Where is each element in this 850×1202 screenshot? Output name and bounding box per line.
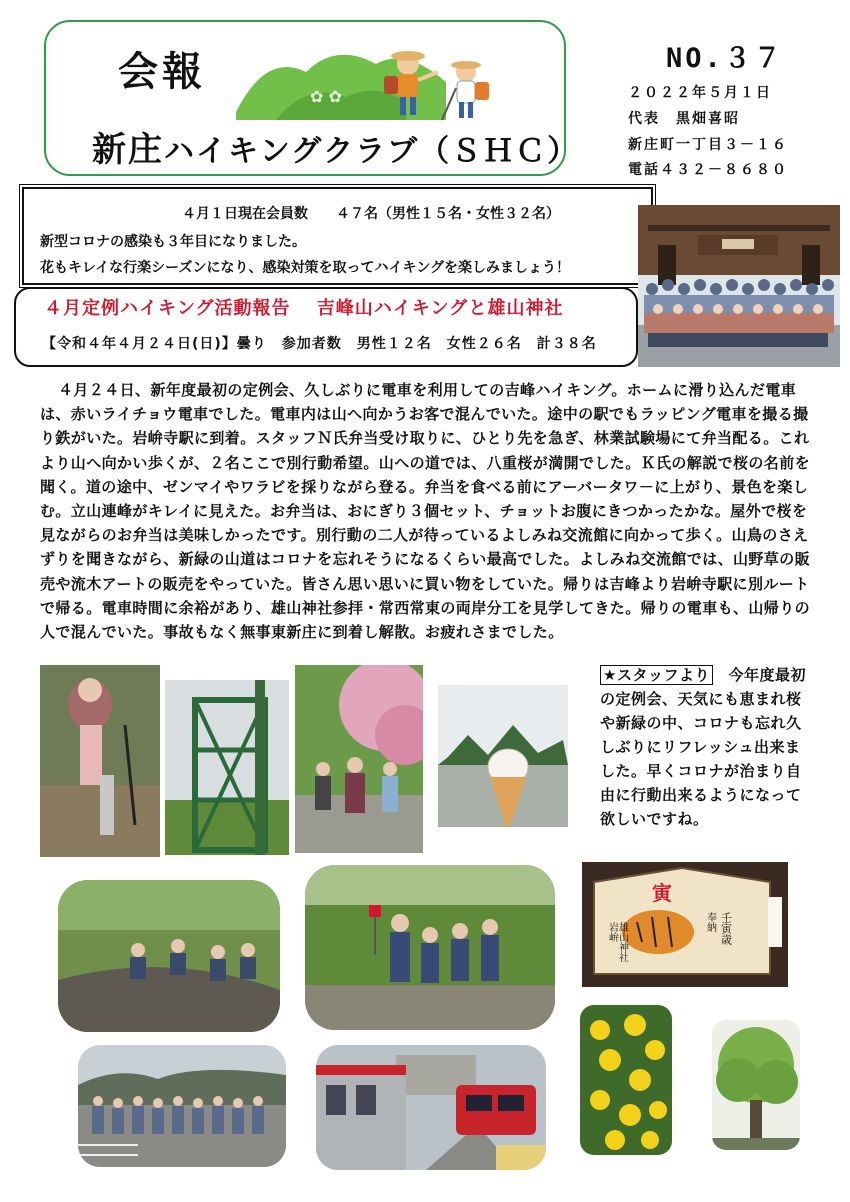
issue-number: NO.３７: [666, 43, 784, 74]
report-details: 【令和４年４月２４日(日)】曇り 参加者数 男性１２名 女性２６名 計３８名: [42, 336, 597, 352]
report-box: [14, 287, 638, 367]
notice-line-1: 新型コロナの感染も３年目になりました。: [40, 234, 306, 250]
ema-text-3: 奉納: [704, 912, 716, 932]
report-title: ４月定例ハイキング活動報告 吉峰山ハイキングと雄山神社: [44, 298, 564, 319]
photo-hiker-bench: [40, 665, 160, 857]
photo-observation-tower: [165, 680, 289, 855]
notice-line-2: 花もキレイな行楽シーズンになり、感染対策を取ってハイキングを楽しみましょう！: [40, 260, 571, 276]
newsletter-label: 会報: [118, 49, 206, 95]
phone: 電話４３２－８６８０: [628, 162, 788, 178]
photo-cherry-blossom-path: [295, 665, 423, 853]
staff-tag: ★スタッフより: [600, 665, 713, 685]
photo-lunch-break: [58, 880, 280, 1032]
group-photo: [638, 205, 840, 367]
ema-text-1: 岩峅: [606, 922, 618, 942]
photo-yellow-flowers: [580, 1005, 672, 1155]
issue-date: ２０２２年５月１日: [628, 85, 772, 101]
club-name-kana: ハイキングクラブ（ＳＨＣ）: [164, 134, 580, 169]
photo-green-tree: [712, 1020, 800, 1150]
report-body: ４月２４日、新年度最初の定例会、久しぶりに電車を利用しての吉峰ハイキング。ホームに滑り込んだ電車は、赤いライチョウ電車でした。電車内は山へ向かうお客で混んでいた。途中の駅でもラッピング電車を撮る撮り鉄がいた。岩峅寺駅に到着。スタッフＮ氏弁当受け取りに、ひとり先を急ぎ、林業試験場にて弁当配る。これより山へ向かい歩くが、２名ここで別行動希望。山への道では、八重桜が満開でした。Ｋ氏の解説で桜の名前を聞く。道の途中、ゼンマイやワラビを採りながら登る。弁当を食べる前にアーバータワ－に上がり、景色を楽しむ。立山連峰がキレイに見えた。お弁当は、おにぎり３個セット、チョットお腹にきつかったかな。屋外で桜を見ながらのお弁当は美味しかったです。別行動の二人が待っているよしみね交流館に向かって歩く。山鳥のさえずりを聞きながら、新緑の山道はコロナを忘れそうになるくらい最高でした。よしみね交流館では、山野草の販売や流木アートの販売をやっていた。皆さん思い思いに買い物をしていた。帰りは吉峰より岩峅寺駅に別ルートで帰る。電車時間に余裕があり、雄山神社参拝・常西常東の両岸分工を見学してきた。帰りの電車も、山帰りの人で混んでいた。事故もなく無事東新庄に到着し解散。お疲れさまでした。: [40, 381, 811, 642]
membership-notice: [22, 187, 653, 285]
ema-text-2: 雄山神社: [616, 922, 628, 962]
svg-text:✿ ✿: ✿ ✿: [310, 87, 342, 106]
staff-comment: [600, 663, 815, 831]
photo-hikers-forest: [305, 865, 555, 1030]
address: 新庄町一丁目３－１６: [628, 137, 788, 153]
member-count: ４月１日現在会員数 ４７名（男性１５名・女性３２名）: [182, 206, 560, 222]
photo-group-platform: [78, 1045, 286, 1167]
photo-ice-cream: [438, 685, 568, 827]
hikers-illustration: [236, 42, 526, 122]
photo-red-trains: [316, 1045, 546, 1170]
photo-ema-plaque: [582, 862, 788, 987]
representative: 代表 黒畑喜昭: [628, 111, 740, 127]
ema-text-4: 壬寅歳: [719, 912, 733, 945]
ema-big-glyph: 寅: [652, 881, 672, 905]
staff-text: 今年度最初の定例会、天気にも恵まれ桜や新緑の中、コロナも忘れ久しぶりにリフレッシュ出来ました。早くコロナが治まり自由に行動出来るようになって欲しいですね。: [600, 666, 806, 828]
club-name-kanji: 新庄: [92, 130, 164, 170]
club-name: [92, 122, 579, 171]
